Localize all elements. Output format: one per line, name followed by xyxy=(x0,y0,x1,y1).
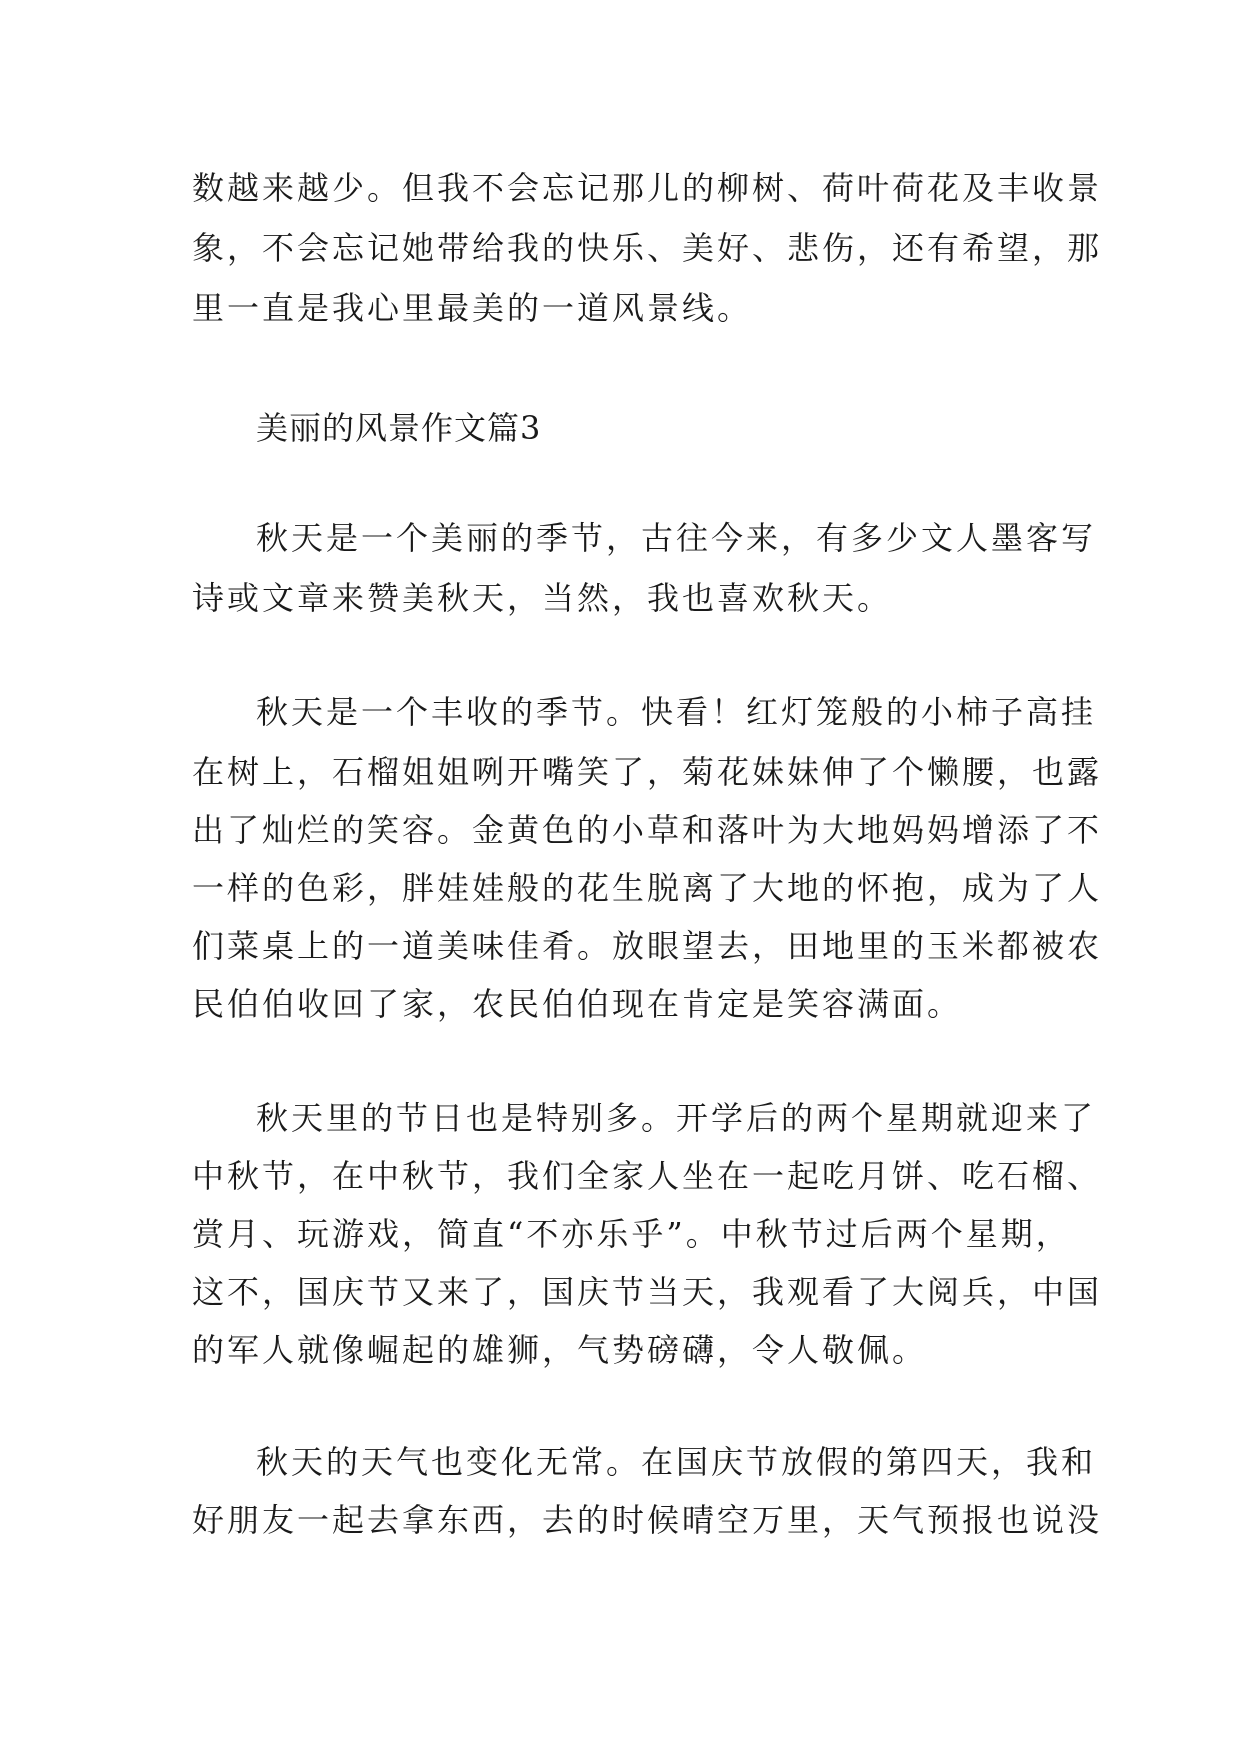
paragraph-3-line: 在树上，石榴姐姐咧开嘴笑了，菊花妹妹伸了个懒腰，也露 xyxy=(192,753,1103,791)
paragraph-3-line: 民伯伯收回了家，农民伯伯现在肯定是笑容满面。 xyxy=(192,985,963,1023)
section-heading: 美丽的风景作文篇3 xyxy=(256,409,542,447)
paragraph-3-line: 秋天是一个丰收的季节。快看！红灯笼般的小柿子高挂 xyxy=(256,693,1097,731)
paragraph-1-line: 数越来越少。但我不会忘记那儿的柳树、荷叶荷花及丰收景 xyxy=(192,169,1103,207)
paragraph-1-line: 里一直是我心里最美的一道风景线。 xyxy=(192,289,753,327)
paragraph-2-line: 诗或文章来赞美秋天，当然，我也喜欢秋天。 xyxy=(192,579,893,617)
paragraph-1-line: 象，不会忘记她带给我的快乐、美好、悲伤，还有希望，那 xyxy=(192,229,1103,267)
paragraph-3-line: 们菜桌上的一道美味佳肴。放眼望去，田地里的玉米都被农 xyxy=(192,927,1103,965)
paragraph-5-line: 秋天的天气也变化无常。在国庆节放假的第四天，我和 xyxy=(256,1443,1097,1481)
paragraph-3-line: 出了灿烂的笑容。金黄色的小草和落叶为大地妈妈增添了不 xyxy=(192,811,1103,849)
paragraph-4-line: 赏月、玩游戏，简直“不亦乐乎”。中秋节过后两个星期， xyxy=(192,1215,1071,1253)
paragraph-4-line: 中秋节，在中秋节，我们全家人坐在一起吃月饼、吃石榴、 xyxy=(192,1157,1103,1195)
paragraph-2-line: 秋天是一个美丽的季节，古往今来，有多少文人墨客写 xyxy=(256,519,1097,557)
paragraph-4-line: 秋天里的节日也是特别多。开学后的两个星期就迎来了 xyxy=(256,1099,1097,1137)
paragraph-3-line: 一样的色彩，胖娃娃般的花生脱离了大地的怀抱，成为了人 xyxy=(192,869,1103,907)
paragraph-4-line: 这不，国庆节又来了，国庆节当天，我观看了大阅兵，中国 xyxy=(192,1273,1103,1311)
paragraph-5-line: 好朋友一起去拿东西，去的时候晴空万里，天气预报也说没 xyxy=(192,1501,1103,1539)
paragraph-4-line: 的军人就像崛起的雄狮，气势磅礴，令人敬佩。 xyxy=(192,1331,928,1369)
